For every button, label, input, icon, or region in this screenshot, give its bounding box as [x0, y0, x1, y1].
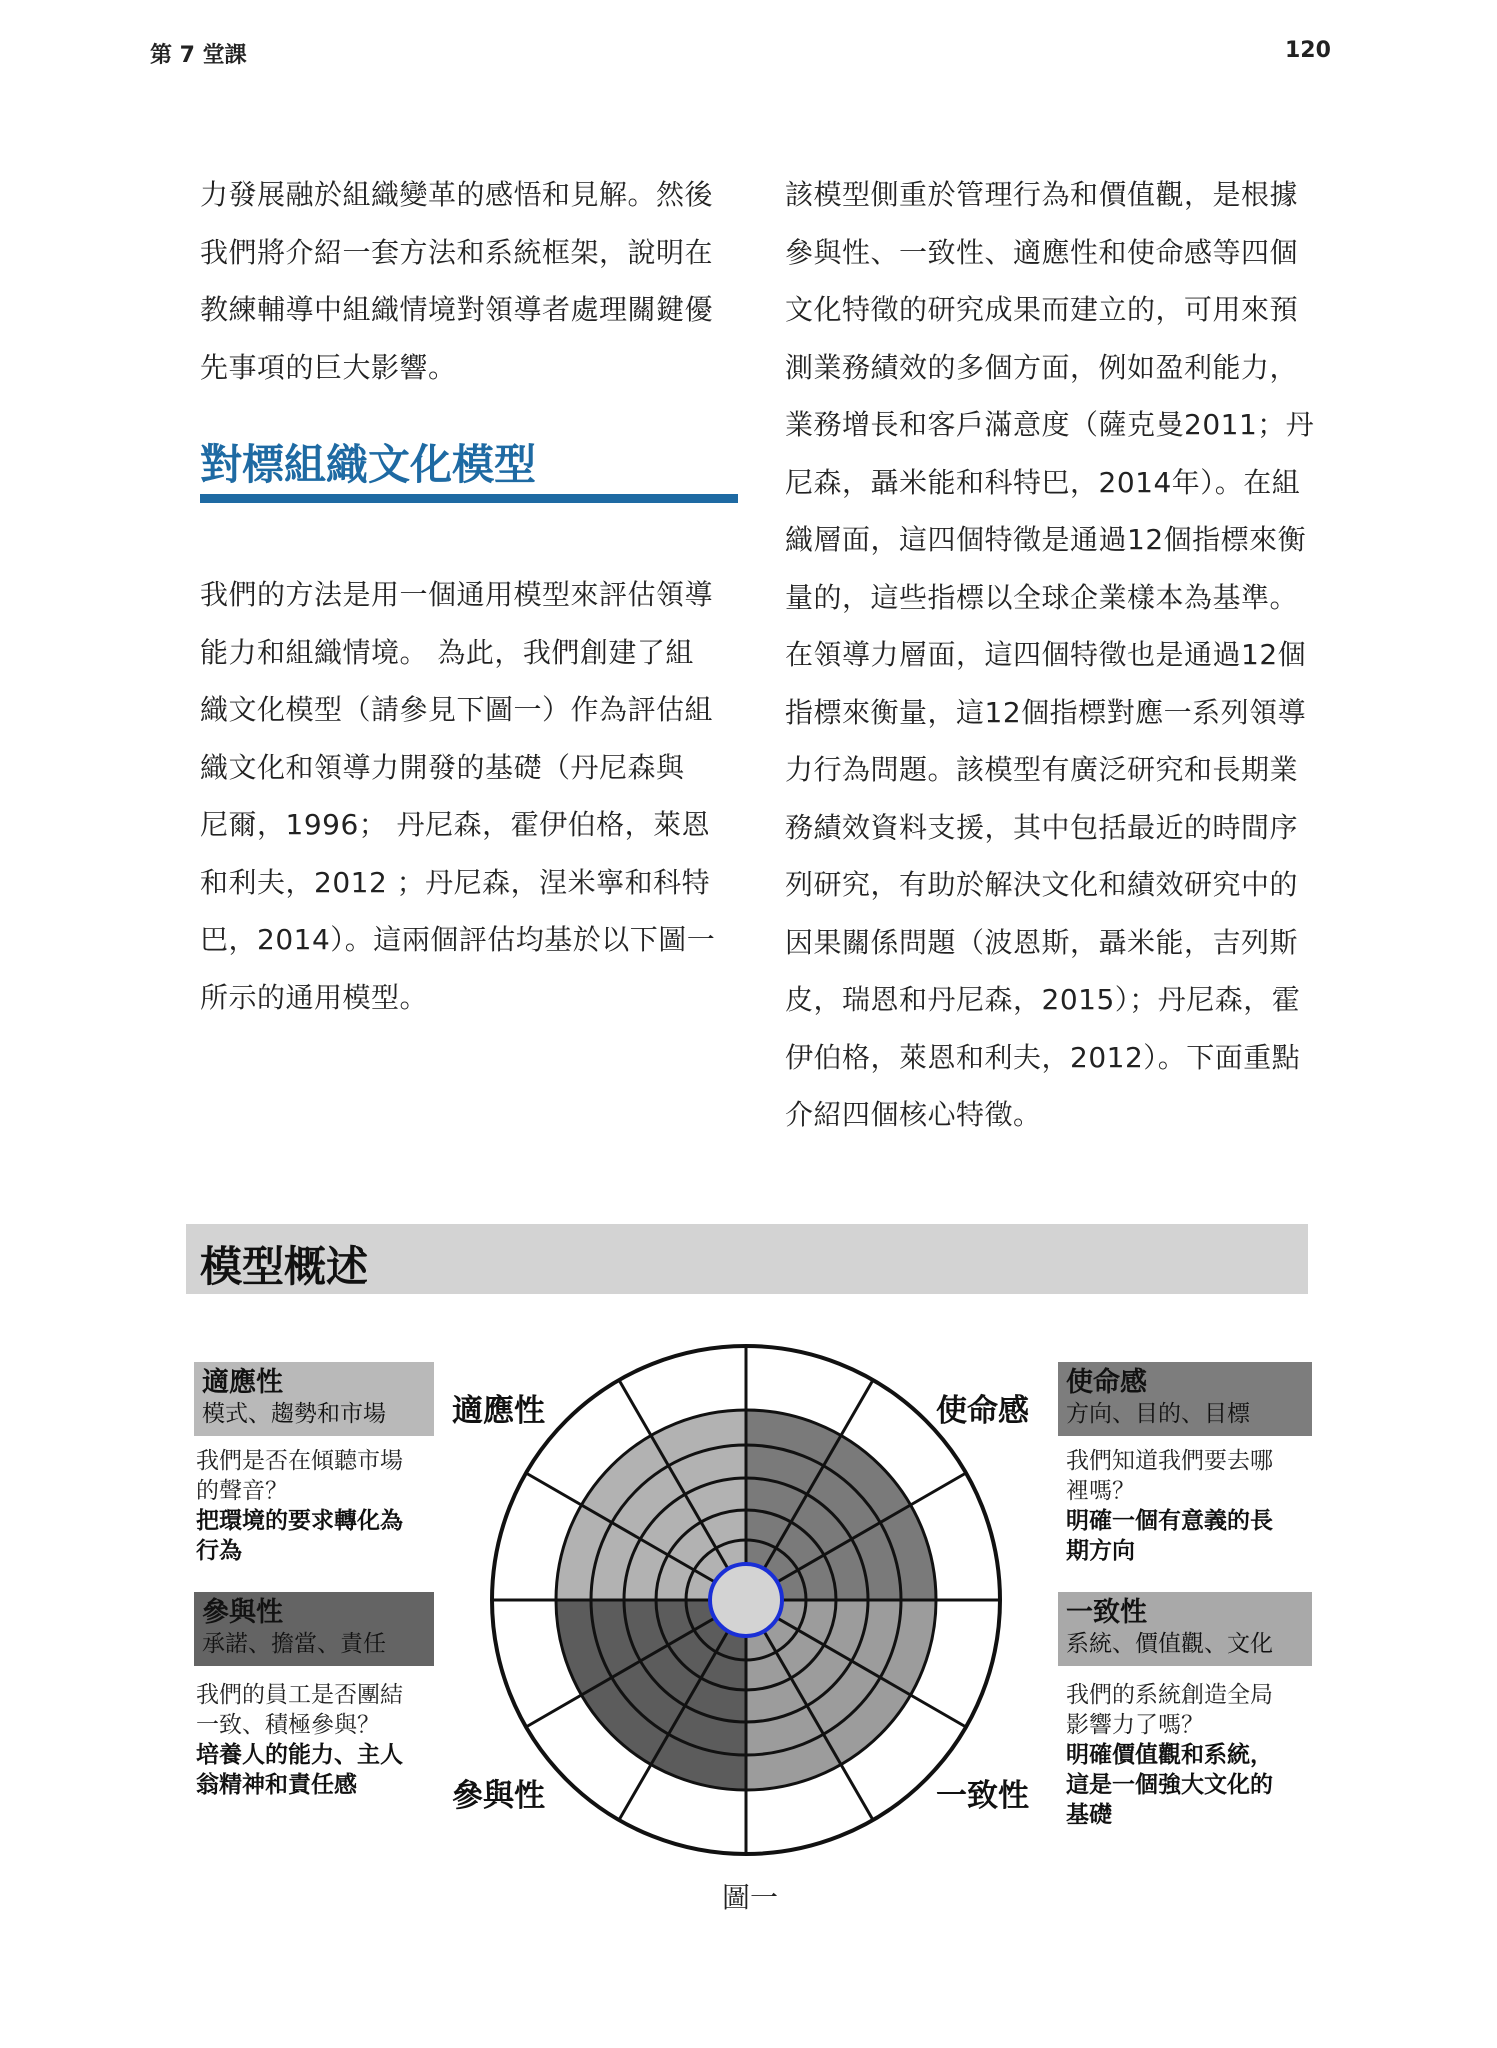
culture-model-wheel [486, 1340, 1006, 1860]
trait-subtitle: 模式、趨勢和市場 [202, 1401, 386, 1427]
text-line: 尼森，聶米能和科特巴，2014年）。在組 [785, 465, 1301, 499]
trait-question: 裡嗎？ [1066, 1478, 1135, 1504]
trait-answer: 基礎 [1066, 1802, 1112, 1828]
trait-question: 我們的系統創造全局 [1066, 1682, 1273, 1708]
trait-question: 我們的員工是否團結 [196, 1682, 403, 1708]
trait-answer: 行為 [196, 1538, 242, 1564]
trait-subtitle: 承諾、擔當、責任 [202, 1631, 386, 1657]
trait-subtitle: 方向、目的、目標 [1066, 1401, 1250, 1427]
text-line: 參與性、一致性、適應性和使命感等四個 [785, 235, 1299, 269]
text-line: 所示的通用模型。 [200, 980, 429, 1014]
trait-name: 參與性 [202, 1597, 283, 1628]
text-line: 我們將介紹一套方法和系統框架，說明在 [200, 235, 714, 269]
chapter-label: 第 7 堂課 [150, 43, 247, 68]
wheel-label-mission: 使命感 [936, 1393, 1029, 1429]
involvement-description [196, 1680, 436, 1800]
consistency-tag [1058, 1592, 1312, 1666]
adaptability-description [196, 1446, 436, 1566]
wheel-label-adaptability: 適應性 [452, 1393, 545, 1429]
text-line: 介紹四個核心特徵。 [785, 1098, 1042, 1131]
text-line: 力發展融於組織變革的感悟和見解。然後 [200, 178, 714, 211]
text-line: 和利夫，2012 ；丹尼森，涅米寧和科特 [200, 865, 711, 899]
trait-name: 適應性 [202, 1367, 283, 1398]
trait-answer: 培養人的能力、主人 [196, 1742, 403, 1768]
trait-question: 我們知道我們要去哪 [1066, 1448, 1273, 1474]
section-rule [200, 494, 738, 503]
text-line: 業務增長和客戶滿意度（薩克曼2011；丹 [785, 408, 1315, 441]
text-line: 該模型側重於管理行為和價值觀，是根據 [785, 178, 1299, 211]
text-line: 皮，瑞恩和丹尼森，2015）；丹尼森，霍 [785, 983, 1301, 1016]
text-line: 文化特徵的研究成果而建立的，可用來預 [785, 293, 1299, 326]
text-line: 織層面，這四個特徵是通過12個指標來衡 [785, 523, 1307, 556]
text-line: 我們的方法是用一個通用模型來評估領導 [200, 578, 714, 611]
wheel-label-consistency: 一致性 [936, 1778, 1029, 1814]
section-title: 對標組織文化模型 [200, 440, 537, 489]
right-paragraph [785, 166, 1314, 1144]
text-line: 指標來衡量，這12個指標對應一系列領導 [785, 695, 1307, 729]
wheel-center-circle [710, 1564, 782, 1636]
trait-name: 一致性 [1066, 1597, 1147, 1628]
adaptability-tag [194, 1362, 434, 1436]
trait-question: 影響力了嗎？ [1066, 1712, 1204, 1738]
trait-answer: 翁精神和責任感 [196, 1772, 357, 1798]
trait-question: 我們是否在傾聽市場 [196, 1448, 403, 1474]
wheel-label-involvement: 參與性 [452, 1778, 545, 1814]
text-line: 測業務績效的多個方面，例如盈利能力， [785, 350, 1299, 384]
text-line: 能力和組織情境。 為此，我們創建了組 [200, 635, 694, 669]
text-line: 尼爾，1996； 丹尼森，霍伊伯格，萊恩 [200, 808, 711, 841]
trait-answer: 這是一個強大文化的 [1066, 1772, 1273, 1798]
overview-title: 模型概述 [200, 1242, 369, 1291]
left-paragraph-2 [200, 566, 715, 1026]
trait-question: 的聲音？ [196, 1478, 288, 1504]
text-line: 在領導力層面，這四個特徵也是通過12個 [785, 638, 1307, 671]
text-line: 務績效資料支援，其中包括最近的時間序 [785, 810, 1299, 844]
trait-answer: 明確價值觀和系統， [1066, 1742, 1273, 1768]
text-line: 先事項的巨大影響。 [200, 350, 457, 384]
text-line: 織文化模型（請參見下圖一）作為評估組 [200, 693, 714, 726]
consistency-description [1066, 1680, 1306, 1830]
involvement-tag [194, 1592, 434, 1666]
mission-tag [1058, 1362, 1312, 1436]
mission-description [1066, 1446, 1306, 1566]
text-line: 力行為問題。該模型有廣泛研究和長期業 [785, 753, 1299, 786]
text-line: 列研究，有助於解決文化和績效研究中的 [785, 868, 1299, 901]
trait-name: 使命感 [1066, 1367, 1147, 1398]
text-line: 織文化和領導力開發的基礎（丹尼森與 [200, 750, 685, 784]
text-line: 因果關係問題（波恩斯，聶米能，吉列斯 [785, 925, 1299, 959]
trait-answer: 明確一個有意義的長 [1066, 1508, 1273, 1534]
page-number: 120 [1285, 38, 1331, 63]
figure-caption: 圖一 [722, 1881, 779, 1914]
trait-subtitle: 系統、價值觀、文化 [1066, 1631, 1273, 1657]
text-line: 伊伯格，萊恩和利夫，2012）。下面重點 [785, 1040, 1301, 1074]
left-paragraph-1 [200, 166, 713, 396]
trait-answer: 把環境的要求轉化為 [196, 1508, 403, 1534]
text-line: 巴，2014）。這兩個評估均基於以下圖一 [200, 923, 716, 956]
trait-question: 一致、積極參與？ [196, 1712, 380, 1738]
text-line: 教練輔導中組織情境對領導者處理關鍵優 [200, 293, 714, 326]
text-line: 量的，這些指標以全球企業樣本為基準。 [785, 580, 1299, 614]
trait-answer: 期方向 [1066, 1538, 1135, 1564]
